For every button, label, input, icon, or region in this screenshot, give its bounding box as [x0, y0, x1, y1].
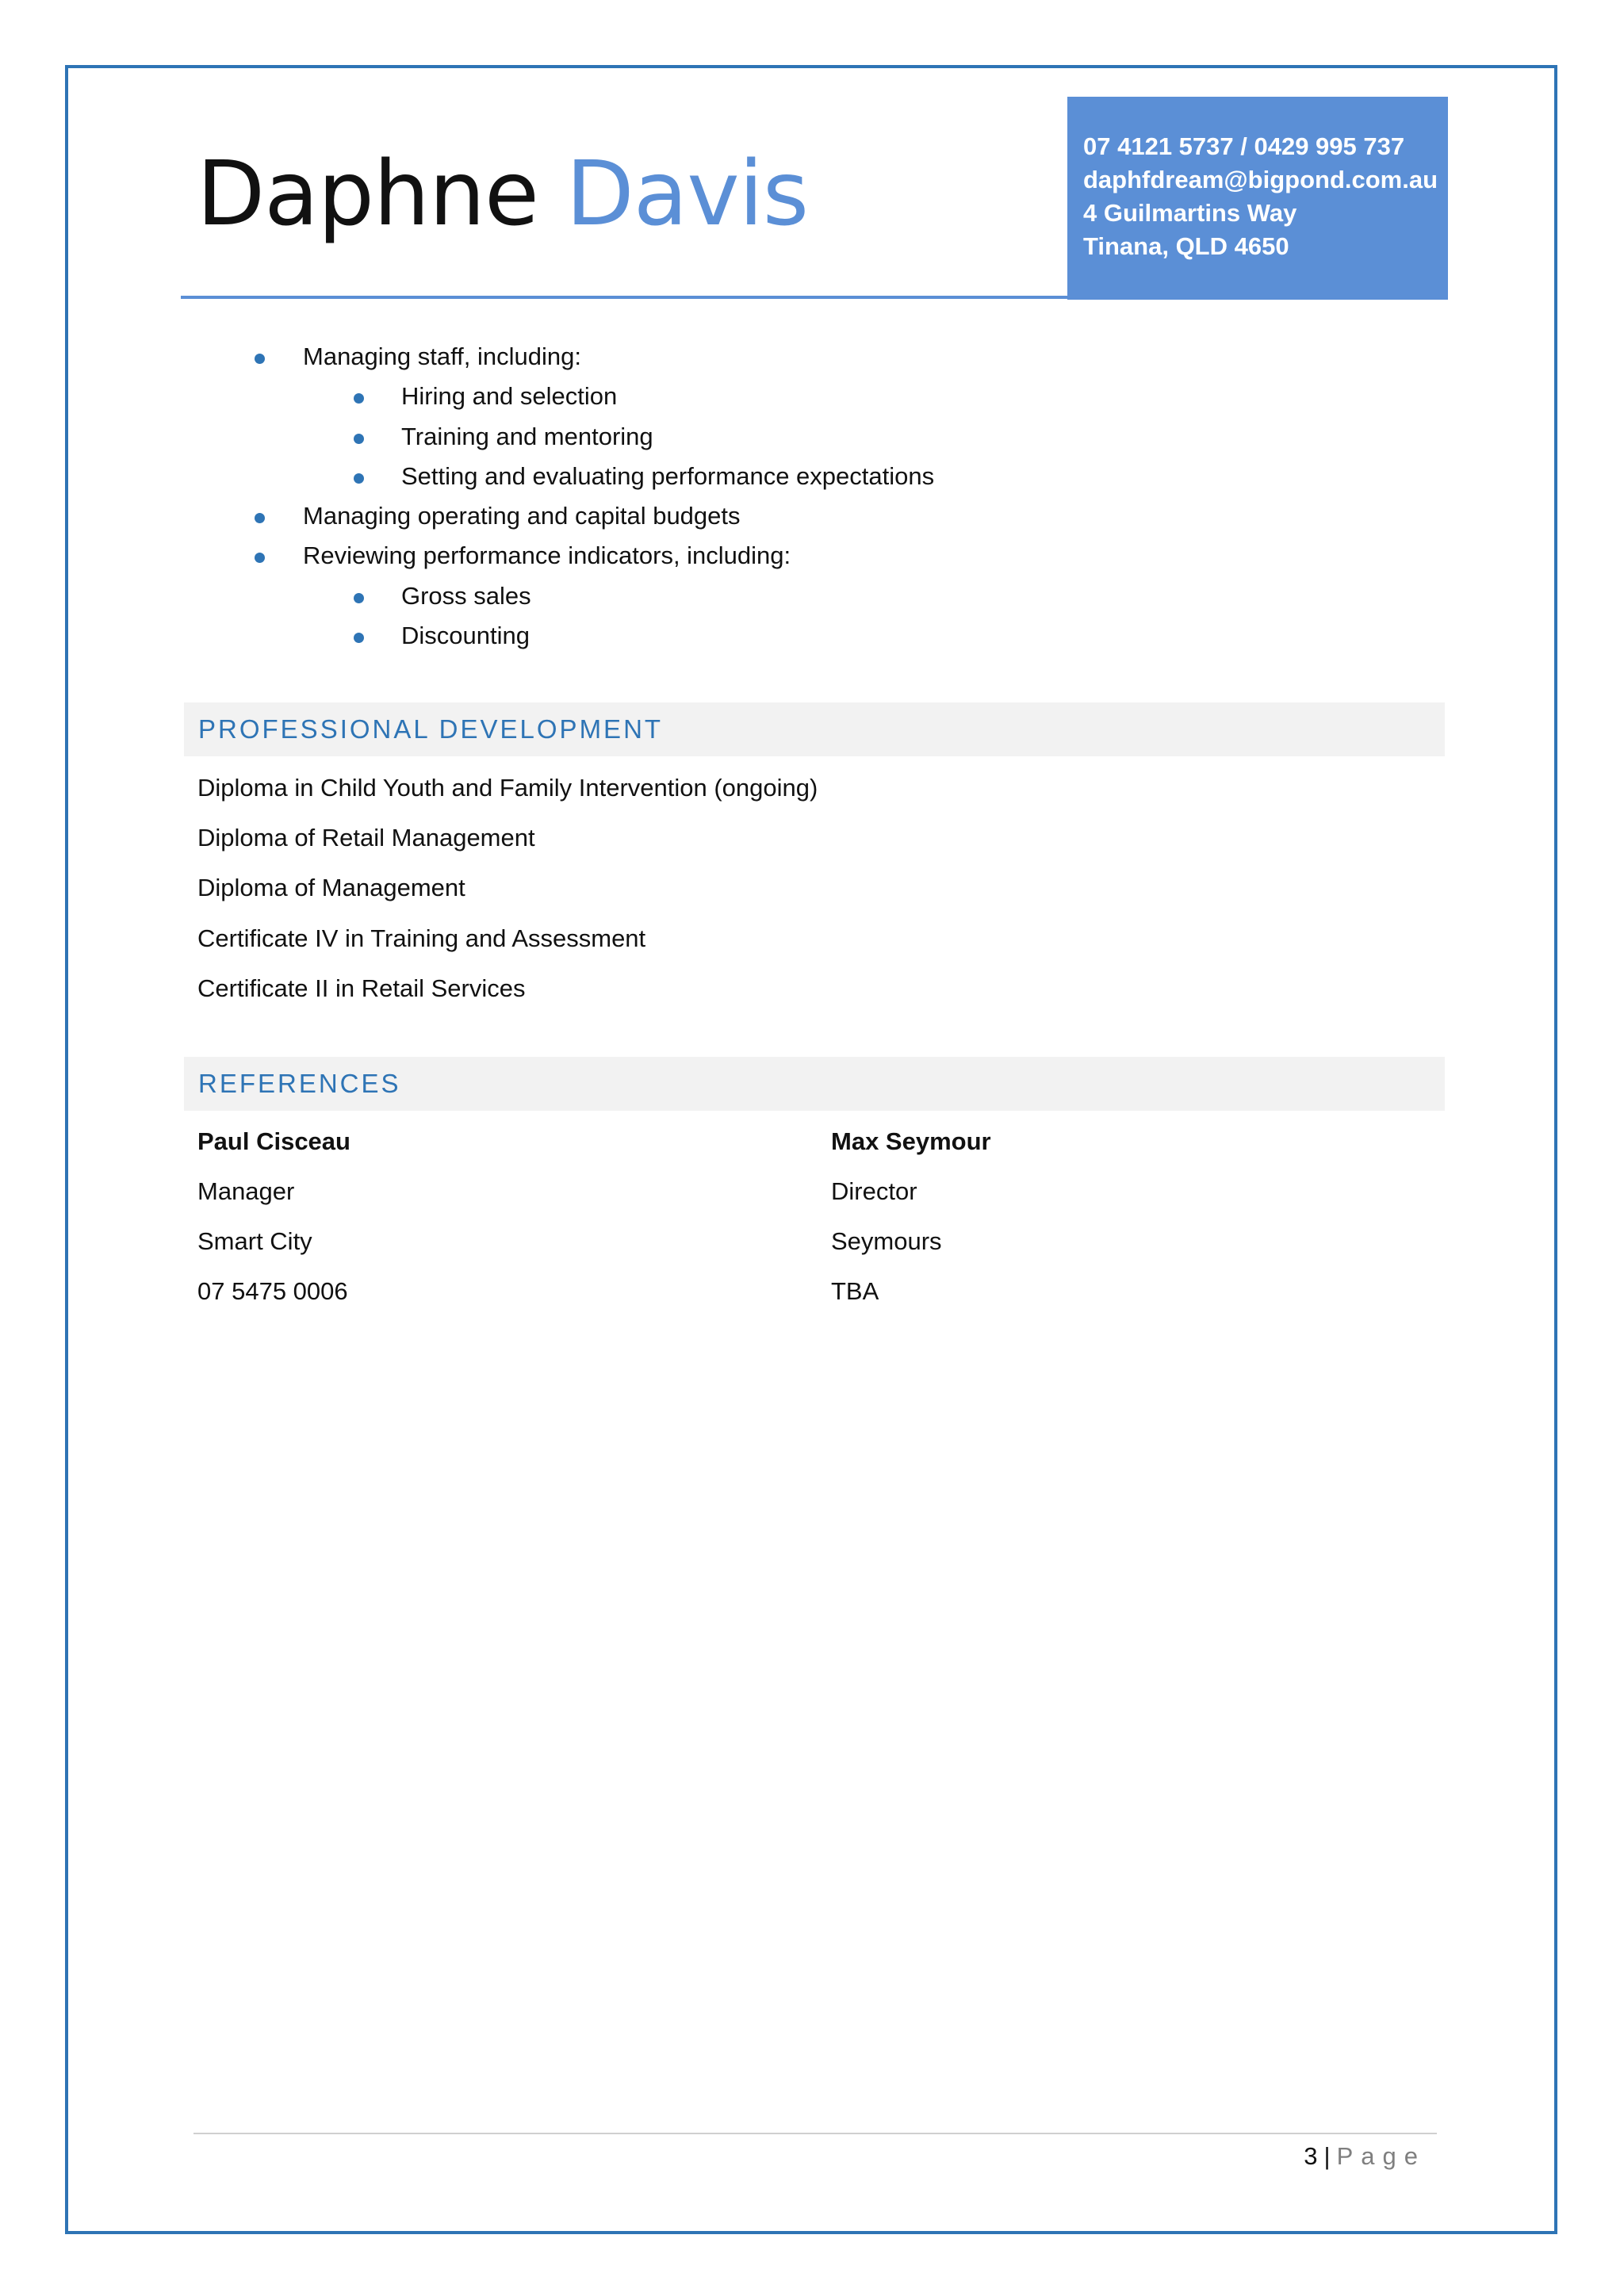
bullet-icon — [255, 553, 265, 563]
list-item — [0, 540, 1624, 580]
list-item — [0, 421, 1624, 461]
page-separator: | — [1323, 2142, 1331, 2170]
contact-email[interactable]: daphfdream@bigpond.com.au — [1083, 166, 1438, 193]
references-header — [184, 1057, 1445, 1111]
section-title: PROFESSIONAL DEVELOPMENT — [198, 714, 664, 744]
list-item-text: Managing staff, including: — [303, 342, 581, 370]
list-item: Certificate IV in Training and Assessment — [197, 924, 646, 952]
list-item — [0, 500, 1624, 540]
professional-development-list — [197, 772, 818, 1023]
list-item — [0, 580, 1624, 620]
footer-rule — [193, 2133, 1437, 2134]
list-item-text: Gross sales — [401, 581, 531, 610]
list-item: Diploma of Retail Management — [197, 824, 535, 852]
reference-card — [197, 1126, 350, 1326]
list-item-text: Discounting — [401, 622, 530, 650]
list-item-text: Hiring and selection — [401, 382, 618, 411]
list-item — [0, 620, 1624, 660]
reference-phone: 07 5475 0006 — [197, 1277, 348, 1305]
page-footer — [1304, 2141, 1426, 2172]
bullet-icon — [354, 633, 364, 643]
list-item: Certificate II in Retail Services — [197, 974, 526, 1002]
first-name: Daphne — [197, 143, 538, 246]
duties-list — [0, 341, 1624, 660]
reference-phone: TBA — [831, 1277, 879, 1305]
bullet-icon — [255, 513, 265, 523]
list-item: Diploma of Management — [197, 874, 465, 902]
contact-address-line1: 4 Guilmartins Way — [1083, 199, 1297, 227]
bullet-icon — [354, 434, 364, 444]
list-item-text: Setting and evaluating performance expectations — [401, 461, 935, 490]
bullet-icon — [354, 473, 364, 484]
list-item: Diploma in Child Youth and Family Intervention (ongoing) — [197, 774, 818, 802]
page-label: Page — [1336, 2142, 1426, 2170]
contact-box — [1067, 97, 1448, 300]
candidate-name — [197, 135, 808, 254]
bullet-icon — [255, 354, 265, 364]
list-item — [0, 381, 1624, 420]
reference-name: Paul Cisceau — [197, 1127, 350, 1155]
contact-address-line2: Tinana, QLD 4650 — [1083, 232, 1289, 260]
list-item-text: Managing operating and capital budgets — [303, 502, 741, 530]
last-name: Davis — [565, 143, 809, 246]
reference-card — [831, 1126, 991, 1326]
page-number: 3 — [1304, 2142, 1318, 2170]
section-title: REFERENCES — [198, 1069, 401, 1098]
list-item-text: Training and mentoring — [401, 422, 653, 450]
header-rule — [181, 296, 1067, 299]
reference-role: Manager — [197, 1177, 295, 1205]
reference-name: Max Seymour — [831, 1127, 991, 1155]
list-item — [0, 461, 1624, 500]
list-item-text: Reviewing performance indicators, including: — [303, 541, 791, 570]
bullet-icon — [354, 393, 364, 404]
list-item — [0, 341, 1624, 381]
reference-company: Seymours — [831, 1227, 942, 1255]
reference-company: Smart City — [197, 1227, 312, 1255]
bullet-icon — [354, 593, 364, 603]
professional-development-header — [184, 702, 1445, 756]
contact-phone: 07 4121 5737 / 0429 995 737 — [1083, 132, 1405, 160]
reference-role: Director — [831, 1177, 917, 1205]
